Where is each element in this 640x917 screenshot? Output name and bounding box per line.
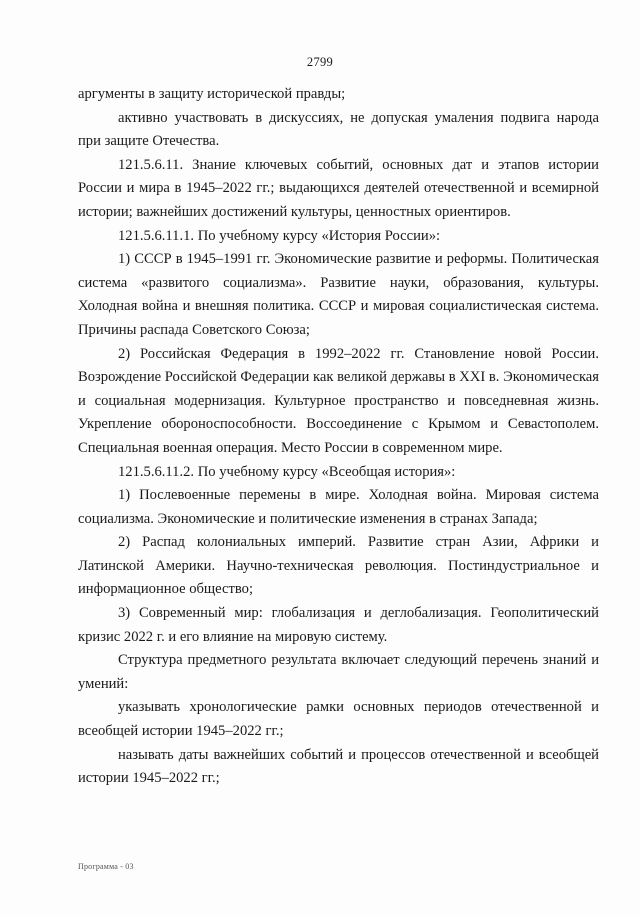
- list-item-postwar: 1) Послевоенные перемены в мире. Холодная война. Мировая система социализма. Экономические и политические изменения в странах Запада;: [78, 487, 599, 527]
- paragraph-121-5-6-11-2: 121.5.6.11.2. По учебному курсу «Всеобщая история»:: [118, 463, 456, 480]
- paragraph-121-5-6-11-1: 121.5.6.11.1. По учебному курсу «История России»:: [118, 227, 441, 244]
- paragraph-dates: называть даты важнейших событий и процессов отечественной и всеобщей истории 1945–2022 гг.;: [78, 746, 599, 787]
- paragraph-continuation: аргументы в защиту исторической правды;: [78, 86, 346, 102]
- list-item-modern-world: 3) Современный мир: глобализация и деглобализация. Геополитический кризис 2022 г. и его влияние на мировую систему.: [78, 605, 599, 645]
- page-number: 2799: [306, 55, 334, 69]
- footer-label: Программа - 03: [78, 862, 134, 871]
- paragraph-structure: Структура предметного результата включает следующий перечень знаний и умений:: [78, 652, 599, 692]
- list-item-ussr: 1) СССР в 1945–1991 гг. Экономические развитие и реформы. Политическая система «развитого социализма». Развитие науки, образования, культуры. Холодная война и внешняя политика. СССР и мировая социалистическая система. Причины распада Советского Союза;: [78, 251, 599, 338]
- list-item-decolonization: 2) Распад колониальных империй. Развитие стран Азии, Африки и Латинской Америки. Научно-техническая революция. Постиндустриальное и информационное общество;: [78, 534, 599, 598]
- list-item-russian-federation: 2) Российская Федерация в 1992–2022 гг. Становление новой России. Возрождение Российской Федерации как великой державы в XXI в. Экономическая и социальная модернизация. Культурное пространство и повседневная жизнь. Укрепление обороноспособности. Воссоединение с Крымом и Севастополем. Специальная военная операция. Место России в современном мире.: [78, 345, 599, 456]
- paragraph-discussion: активно участвовать в дискуссиях, не допуская умаления подвига народа при защите Отечества.: [78, 109, 599, 150]
- paragraph-121-5-6-11: 121.5.6.11. Знание ключевых событий, основных дат и этапов истории России и мира в 1945–2022 гг.; выдающихся деятелей отечественной и всемирной истории; важнейших достижений культуры, ценностных ориентиров.: [78, 156, 599, 220]
- document-body: [78, 83, 599, 791]
- paragraph-chronology: указывать хронологические рамки основных периодов отечественной и всеобщей истории 1945–2022 гг.;: [78, 699, 599, 740]
